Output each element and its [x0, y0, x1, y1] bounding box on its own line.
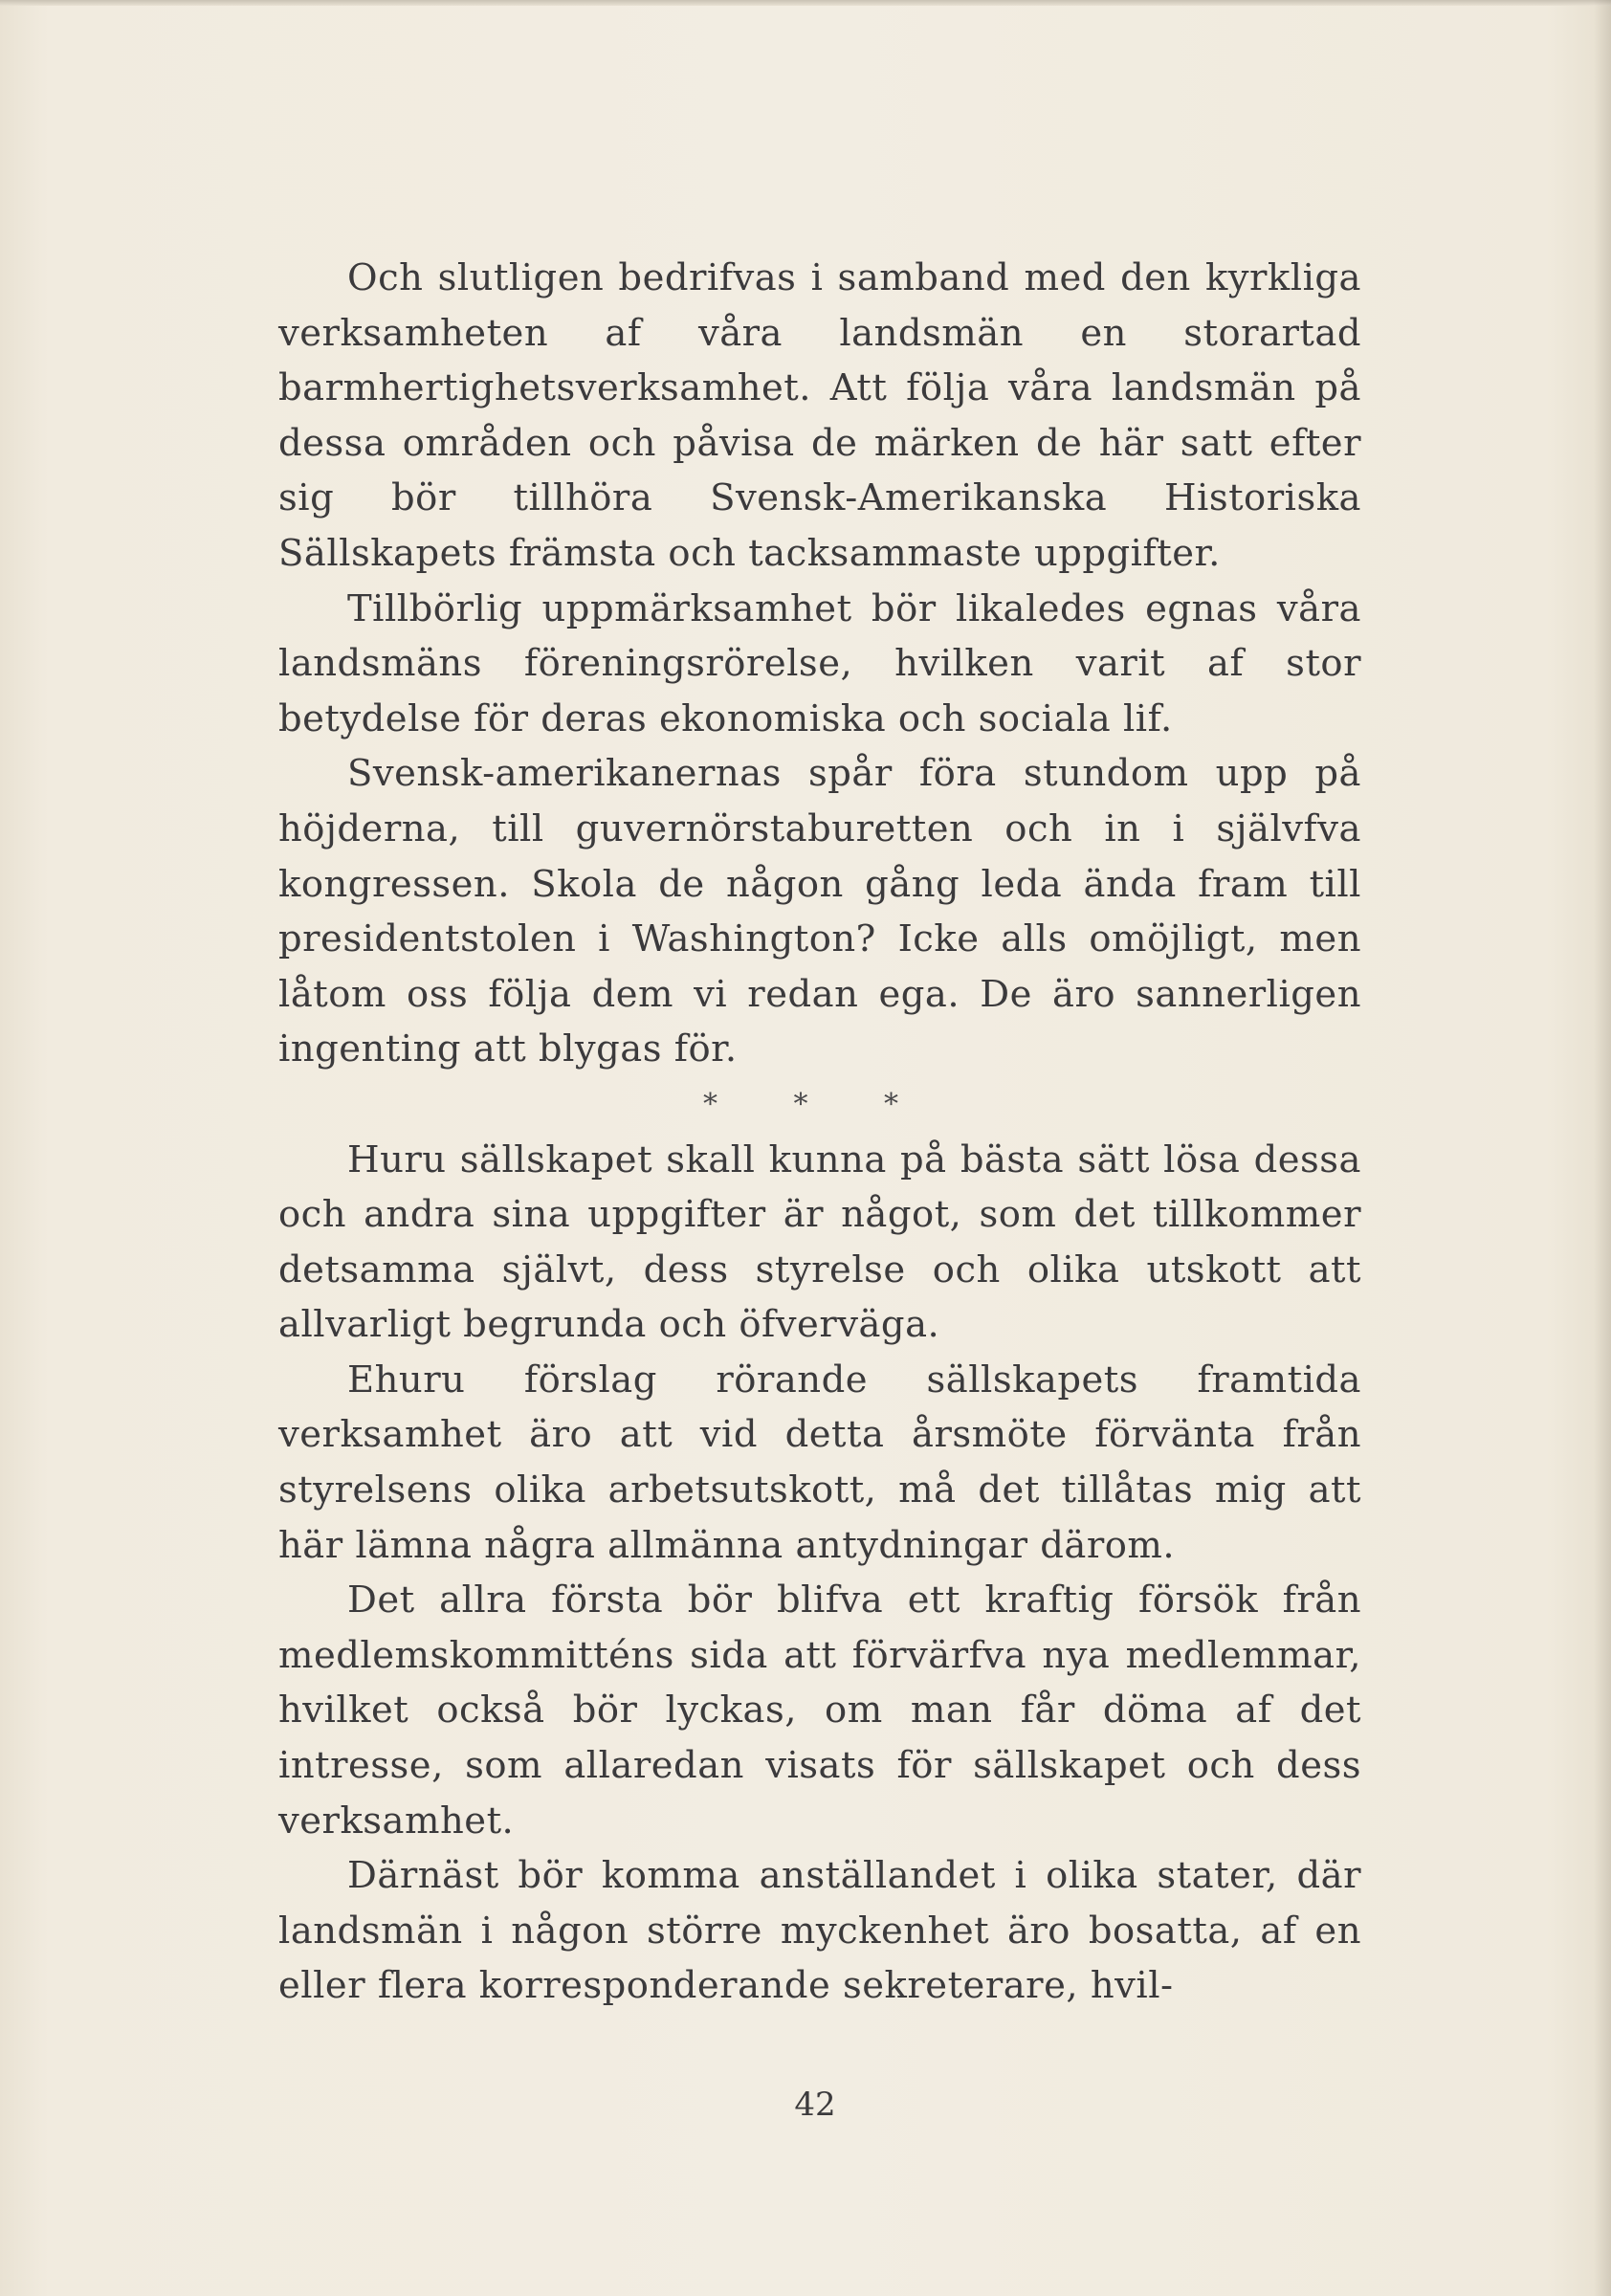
body-text	[278, 251, 1361, 2014]
page-top-edge	[0, 0, 1611, 6]
paragraph: Ehuru förslag rörande sällskapets framtida verksamhet äro att vid detta årsmöte förvänta från styrelsens olika arbetsutskott, må det tillåtas mig att här lämna några allmänna antydningar därom.	[278, 1358, 1361, 1567]
paragraph: Och slutligen bedrifvas i samband med den kyrkliga verksamheten af våra landsmän en storartad barmhertighetsverksamhet. Att följa våra landsmän på dessa områden och påvisa de märken de här satt efter sig bör tillhöra Svensk-Amerikanska Historiska Sällskapets främsta och tacksammaste uppgifter.	[278, 256, 1361, 575]
page-right-edge	[1594, 0, 1611, 2296]
asterisk: *	[884, 1087, 899, 1121]
paragraph: Därnäst bör komma anställandet i olika stater, där landsmän i någon större myckenhet äro bosatta, af en eller flera korresponderande sekreterare, hvil-	[278, 1854, 1361, 2008]
asterisk: *	[793, 1087, 808, 1121]
paragraph: Det allra första bör blifva ett kraftig försök från medlemskommitténs sida att förvärfva nya medlemmar, hvilket också bör lyckas, om man får döma af det intresse, som allaredan visats för sällskapet och dess verksamhet.	[278, 1578, 1361, 1843]
section-separator	[278, 1077, 1361, 1133]
paragraph: Huru sällskapet skall kunna på bästa sätt lösa dessa och andra sina uppgifter är något, som det tillkommer detsamma självt, dess styrelse och olika utskott att allvarligt begrunda och öfverväga.	[278, 1137, 1361, 1347]
paragraph: Tillbörlig uppmärksamhet bör likaledes egnas våra landsmäns föreningsrörelse, hvilken varit af stor betydelse för deras ekonomiska och sociala lif.	[278, 586, 1361, 740]
paragraph: Svensk-amerikanernas spår föra stundom upp på höjderna, till guvernörstaburetten och in i självfva kongressen. Skola de någon gång leda ända fram till presidentstolen i Washington? Icke alls omöjligt, men låtom oss följa dem vi redan ega. De äro sannerligen ingenting att blygas för.	[278, 752, 1361, 1071]
asterisk: *	[702, 1087, 717, 1121]
page-number: 42	[794, 2086, 836, 2124]
